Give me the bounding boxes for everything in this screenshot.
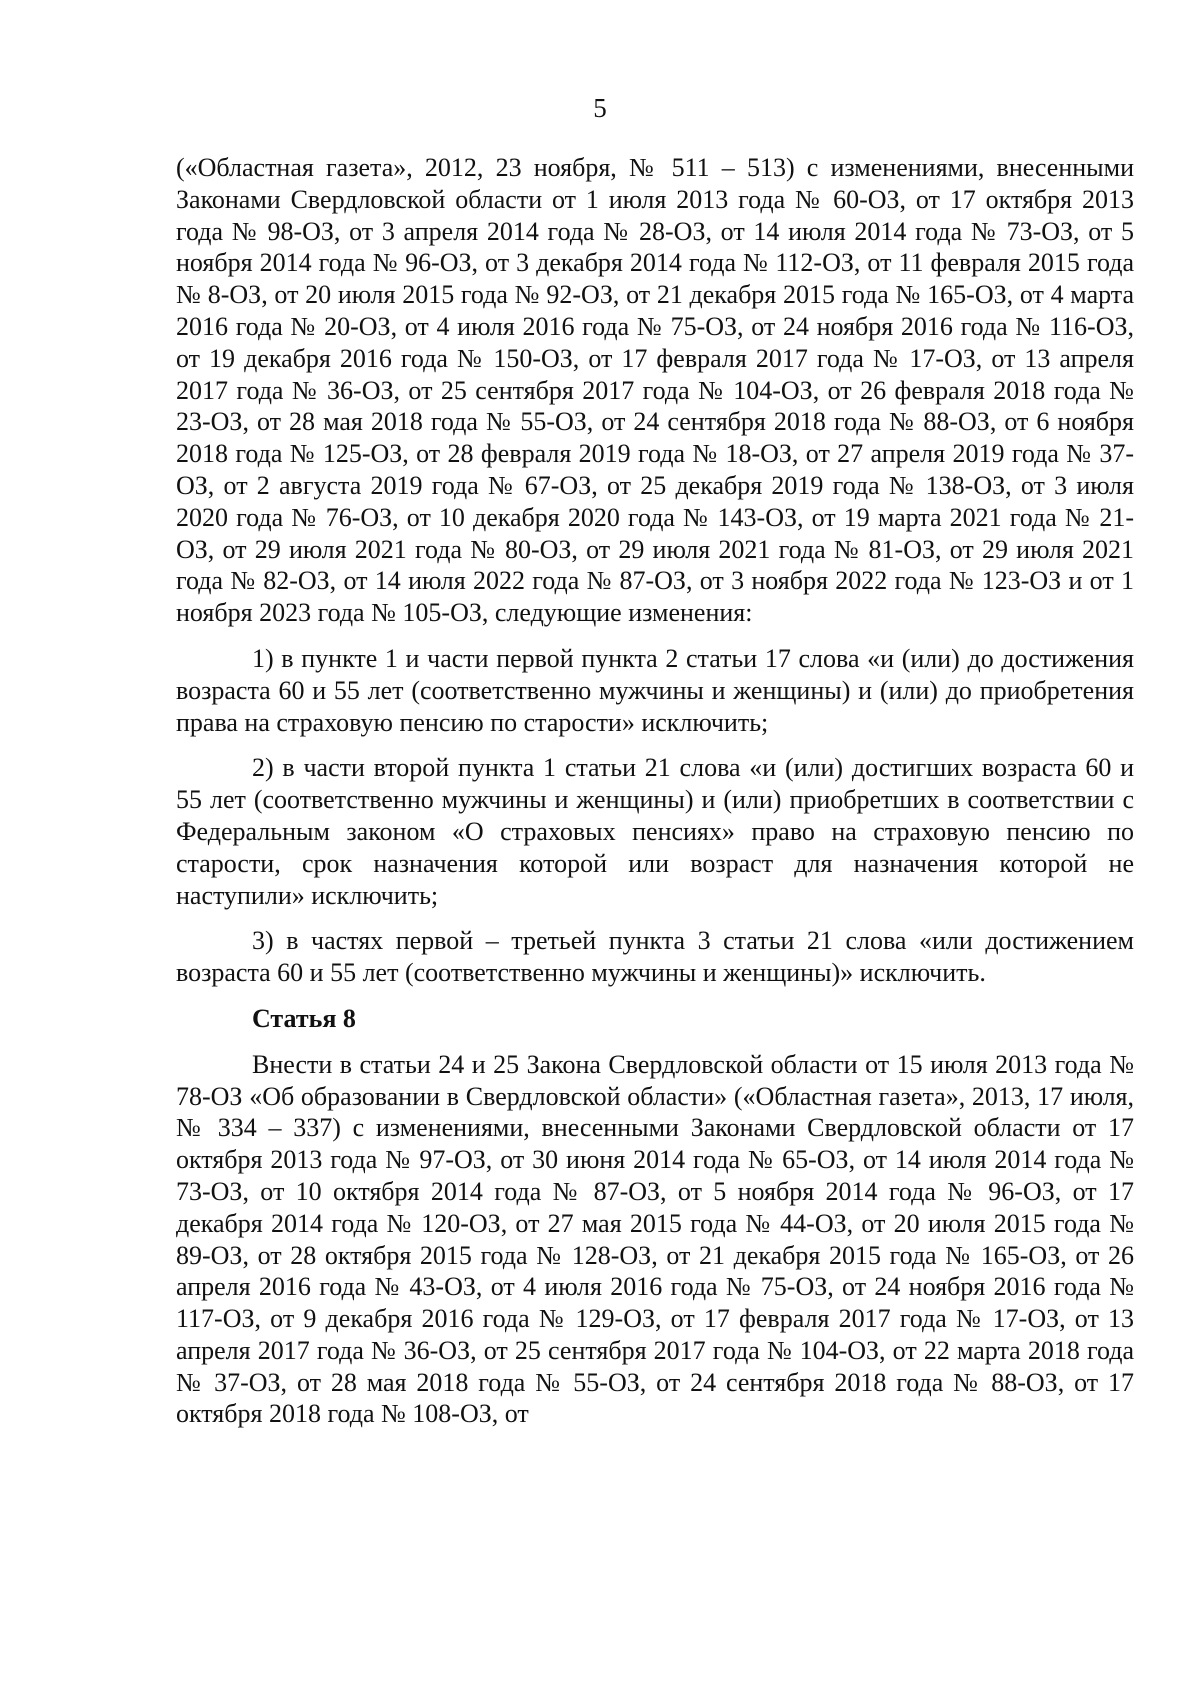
list-item-2: 2) в части второй пункта 1 статьи 21 слова «и (или) достигших возраста 60 и 55 лет (соответственно мужчины и женщины) и (или) приобретших в соответствии с Федеральным законом «О страховых пенсиях» право на страховую пенсию по старости, срок назначения которой или возраст для назначения которой не наступили» исключить; <box>176 753 1134 910</box>
article-8-heading: Статья 8 <box>252 1003 356 1033</box>
intro-paragraph: («Областная газета», 2012, 23 ноября, № 511 – 513) с изменениями, внесенными Законами Свердловской области от 1 июля 2013 года № 60-ОЗ, от 17 октября 2013 года № 98-ОЗ, от 3 апреля 2014 года № 28-ОЗ, от 14 июля 2014 года № 73-ОЗ, от 5 ноября 2014 года № 96-ОЗ, от 3 декабря 2014 года № 112-ОЗ, от 11 февраля 2015 года № 8-ОЗ, от 20 июля 2015 года № 92-ОЗ, от 21 декабря 2015 года № 165-ОЗ, от 4 марта 2016 года № 20-ОЗ, от 4 июля 2016 года № 75-ОЗ, от 24 ноября 2016 года № 116-ОЗ, от 19 декабря 2016 года № 150-ОЗ, от 17 февраля 2017 года № 17-ОЗ, от 13 апреля 2017 года № 36-ОЗ, от 25 сентября 2017 года № 104-ОЗ, от 26 февраля 2018 года № 23-ОЗ, от 28 мая 2018 года № 55-ОЗ, от 24 сентября 2018 года № 88-ОЗ, от 6 ноября 2018 года № 125-ОЗ, от 28 февраля 2019 года № 18-ОЗ, от 27 апреля 2019 года № 37-ОЗ, от 2 августа 2019 года № 67-ОЗ, от 25 декабря 2019 года № 138-ОЗ, от 3 июля 2020 года № 76-ОЗ, от 10 декабря 2020 года № 143-ОЗ, от 19 марта 2021 года № 21-ОЗ, от 29 июля 2021 года № 80-ОЗ, от 29 июля 2021 года № 81-ОЗ, от 29 июля 2021 года № 82-ОЗ, от 14 июля 2022 года № 87-ОЗ, от 3 ноября 2022 года № 123-ОЗ и от 1 ноября 2023 года № 105-ОЗ, следующие изменения: <box>176 153 1134 628</box>
list-item-3: 3) в частях первой – третьей пункта 3 статьи 21 слова «или достижением возраста 60 и 55 лет (соответственно мужчины и женщины)» исключить. <box>176 926 1134 988</box>
list-item-1: 1) в пункте 1 и части первой пункта 2 статьи 17 слова «и (или) до достижения возраста 60 и 55 лет (соответственно мужчины и женщины) и (или) до приобретения права на страховую пенсию по старости» исключить; <box>176 643 1134 737</box>
page-number: 5 <box>593 93 607 123</box>
document-body <box>176 152 1134 1430</box>
article-8-paragraph: Внести в статьи 24 и 25 Закона Свердловской области от 15 июля 2013 года № 78-ОЗ «Об образовании в Свердловской области» («Областная газета», 2013, 17 июля, № 334 – 337) с изменениями, внесенными Законами Свердловской области от 17 октября 2013 года № 97-ОЗ, от 30 июня 2014 года № 65-ОЗ, от 14 июля 2014 года № 73-ОЗ, от 10 октября 2014 года № 87-ОЗ, от 5 ноября 2014 года № 96-ОЗ, от 17 декабря 2014 года № 120-ОЗ, от 27 мая 2015 года № 44-ОЗ, от 20 июля 2015 года № 89-ОЗ, от 28 октября 2015 года № 128-ОЗ, от 21 декабря 2015 года № 165-ОЗ, от 26 апреля 2016 года № 43-ОЗ, от 4 июля 2016 года № 75-ОЗ, от 24 ноября 2016 года № 117-ОЗ, от 9 декабря 2016 года № 129-ОЗ, от 17 февраля 2017 года № 17-ОЗ, от 13 апреля 2017 года № 36-ОЗ, от 25 сентября 2017 года № 104-ОЗ, от 22 марта 2018 года № 37-ОЗ, от 28 мая 2018 года № 55-ОЗ, от 24 сентября 2018 года № 88-ОЗ, от 17 октября 2018 года № 108-ОЗ, от <box>176 1049 1134 1429</box>
